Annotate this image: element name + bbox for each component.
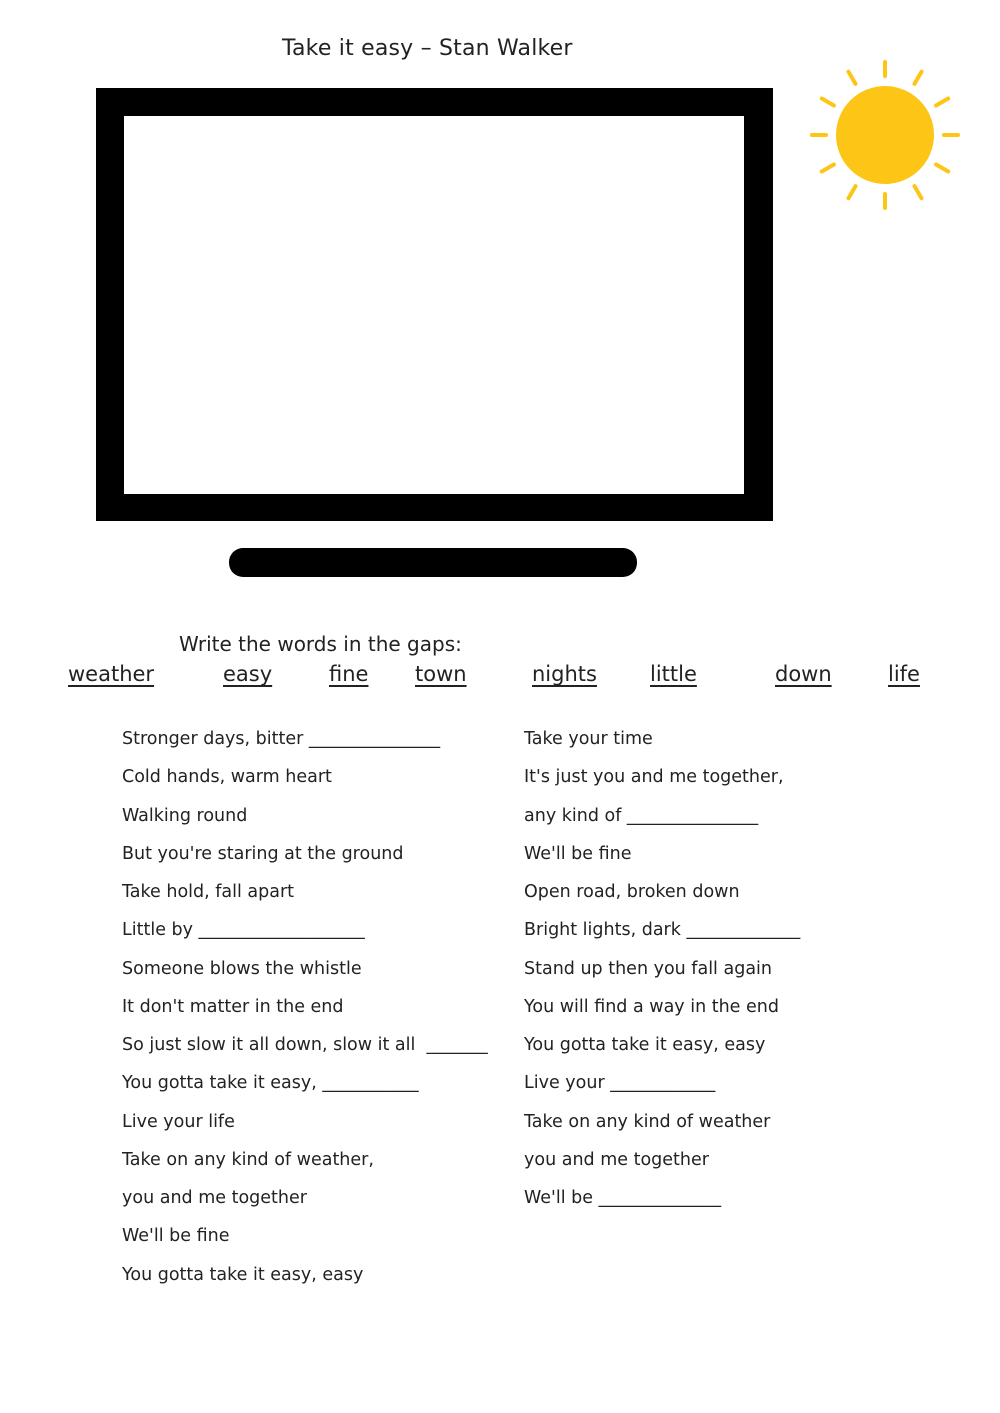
lyric-line: you and me together — [122, 1188, 307, 1208]
lyric-line: It's just you and me together, — [524, 767, 784, 787]
lyric-line: You gotta take it easy, ___________ — [122, 1073, 419, 1093]
sun-ray — [822, 99, 834, 106]
lyric-line: Bright lights, dark _____________ — [524, 920, 801, 940]
sun-ray — [915, 72, 922, 84]
sun-ray — [822, 165, 834, 172]
word-bank-item: little — [650, 662, 697, 686]
lyric-line: Cold hands, warm heart — [122, 767, 332, 787]
tv-frame — [96, 88, 773, 521]
word-bank-item: easy — [223, 662, 273, 686]
sun-ray — [936, 99, 948, 106]
lyric-line: Live your life — [122, 1112, 235, 1132]
word-bank-item: nights — [532, 662, 597, 686]
lyric-line: Take on any kind of weather, — [122, 1150, 374, 1170]
lyric-line: Live your ____________ — [524, 1073, 716, 1093]
sun-ray — [915, 186, 922, 198]
sun-ray — [936, 165, 948, 172]
page-title: Take it easy – Stan Walker — [282, 36, 573, 61]
word-bank-item: town — [415, 662, 467, 686]
lyric-line: Walking round — [122, 806, 248, 826]
sun-ray — [849, 72, 856, 84]
lyric-line: Take your time — [524, 729, 653, 749]
word-bank-item: down — [775, 662, 832, 686]
lyric-line: We'll be ______________ — [524, 1188, 722, 1208]
lyric-line: You will find a way in the end — [524, 997, 779, 1017]
sun-icon — [808, 58, 962, 212]
lyric-line: We'll be fine — [524, 844, 632, 864]
lyric-line: Someone blows the whistle — [122, 959, 362, 979]
lyric-line: So just slow it all down, slow it all _______ — [122, 1035, 488, 1055]
sun-ray — [849, 186, 856, 198]
word-bank-item: life — [888, 662, 920, 686]
lyric-line: It don't matter in the end — [122, 997, 344, 1017]
word-bank-item: weather — [68, 662, 155, 686]
word-bank-item: fine — [329, 662, 369, 686]
lyric-line: But you're staring at the ground — [122, 844, 404, 864]
lyric-line: You gotta take it easy, easy — [524, 1035, 766, 1055]
lyric-line: Little by ___________________ — [122, 920, 365, 940]
lyric-line: You gotta take it easy, easy — [122, 1265, 364, 1285]
instruction-text: Write the words in the gaps: — [179, 632, 462, 656]
lyric-line: you and me together — [524, 1150, 709, 1170]
lyric-line: Open road, broken down — [524, 882, 740, 902]
lyric-line: Take on any kind of weather — [524, 1112, 771, 1132]
lyric-line: We'll be fine — [122, 1226, 230, 1246]
lyric-line: any kind of _______________ — [524, 806, 759, 826]
tv-screen — [124, 116, 744, 494]
lyric-line: Stronger days, bitter _______________ — [122, 729, 441, 749]
lyric-line: Take hold, fall apart — [122, 882, 295, 902]
tv-stand — [229, 548, 637, 577]
lyric-line: Stand up then you fall again — [524, 959, 772, 979]
